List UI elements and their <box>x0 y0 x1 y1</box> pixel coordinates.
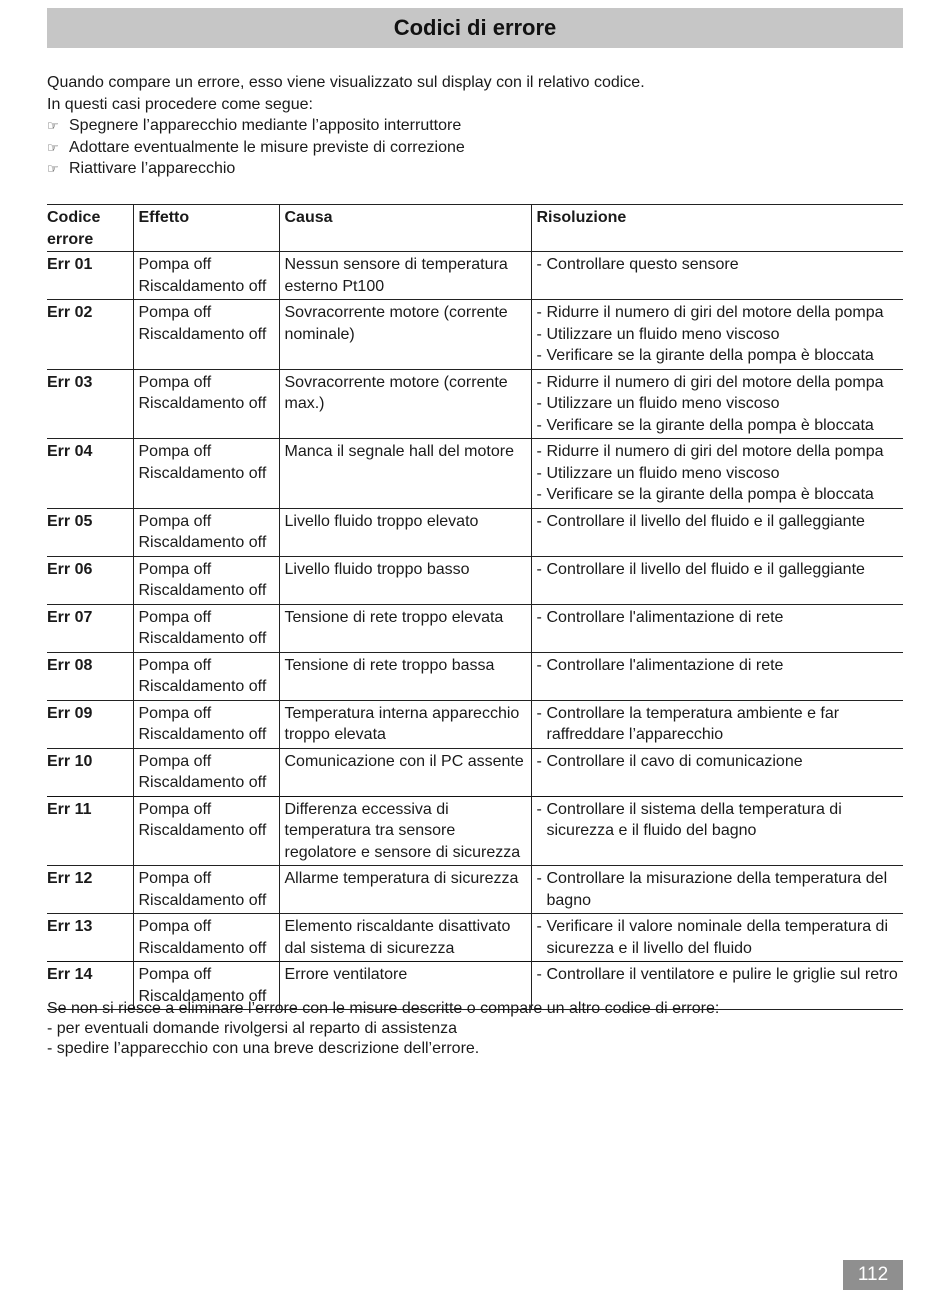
error-code: Err 10 <box>47 752 93 770</box>
resolution-text: Controllare la temperatura ambiente e far raffreddare l’apparecchio <box>546 704 840 743</box>
effect-line: Riscaldamento off <box>138 395 267 412</box>
table-row <box>47 369 903 439</box>
error-resolution <box>531 604 903 652</box>
effect-line: Riscaldamento off <box>138 678 267 695</box>
error-effect <box>133 914 279 962</box>
error-effect <box>133 748 279 796</box>
table-row <box>47 556 903 604</box>
dash-bullet: - <box>536 966 542 983</box>
error-effect <box>133 796 279 866</box>
error-code: Err 08 <box>47 656 93 674</box>
resolution-item <box>537 751 900 773</box>
footer-line-2: - per eventuali domande rivolgersi al reparto di assistenza <box>47 1020 457 1037</box>
intro-line-2: In questi casi procedere come segue: <box>47 95 313 113</box>
resolution-text: Utilizzare un fluido meno viscoso <box>546 464 780 482</box>
effect-line: Riscaldamento off <box>138 822 267 839</box>
effect-line: Riscaldamento off <box>138 939 267 957</box>
resolution-text: Verificare se la girante della pompa è bloccata <box>546 416 874 434</box>
effect-line: Pompa off <box>138 656 212 674</box>
resolution-item <box>537 415 900 437</box>
table-header-row <box>47 205 903 252</box>
effect-line: Riscaldamento off <box>138 582 267 599</box>
resolution-text: Utilizzare un fluido meno viscoso <box>546 395 780 412</box>
header-cause: Causa <box>279 205 531 252</box>
error-cause: Livello fluido troppo basso <box>279 556 531 604</box>
error-resolution <box>531 652 903 700</box>
error-resolution <box>531 439 903 509</box>
effect-line: Riscaldamento off <box>138 774 267 791</box>
error-effect <box>133 556 279 604</box>
dash-bullet: - <box>536 512 542 530</box>
dash-bullet: - <box>536 325 542 343</box>
effect-line: Pompa off <box>138 256 212 273</box>
error-cause: Sovracorrente motore (corrente max.) <box>279 369 531 439</box>
resolution-text: Controllare il livello del fluido e il galleggiante <box>546 560 865 578</box>
error-effect <box>133 369 279 439</box>
effect-line: Pompa off <box>138 704 212 722</box>
resolution-item <box>537 302 900 324</box>
error-cause: Manca il segnale hall del motore <box>279 439 531 509</box>
error-resolution <box>531 700 903 748</box>
resolution-item <box>537 916 900 959</box>
resolution-item <box>537 868 900 911</box>
error-effect <box>133 604 279 652</box>
header-resolution: Risoluzione <box>531 205 903 252</box>
step-item <box>47 158 903 180</box>
error-cause: Temperatura interna apparecchio troppo elevata <box>279 700 531 748</box>
error-cause: Allarme temperatura di sicurezza <box>279 866 531 914</box>
resolution-item <box>537 484 900 506</box>
error-effect <box>133 508 279 556</box>
dash-bullet: - <box>536 608 542 626</box>
effect-line: Pompa off <box>138 800 212 818</box>
resolution-text: Ridurre il numero di giri del motore della pompa <box>546 443 884 460</box>
resolution-item <box>537 345 900 367</box>
dash-bullet: - <box>536 464 542 482</box>
error-code: Err 11 <box>47 800 92 818</box>
intro-line-1: Quando compare un errore, esso viene visualizzato sul display con il relativo codice. <box>47 74 645 91</box>
error-cause: Tensione di rete troppo elevata <box>279 604 531 652</box>
resolution-item <box>537 254 900 276</box>
error-cause: Tensione di rete troppo bassa <box>279 652 531 700</box>
resolution-text: Ridurre il numero di giri del motore della pompa <box>546 304 884 321</box>
error-effect <box>133 866 279 914</box>
resolution-item <box>537 463 900 485</box>
resolution-text: Verificare se la girante della pompa è bloccata <box>546 347 874 364</box>
error-code: Err 07 <box>47 608 93 626</box>
error-resolution <box>531 556 903 604</box>
error-resolution <box>531 914 903 962</box>
dash-bullet: - <box>536 486 542 503</box>
resolution-item <box>537 964 900 986</box>
title-bar <box>47 8 903 48</box>
effect-line: Riscaldamento off <box>138 277 267 295</box>
pointing-hand-icon: ☞ <box>47 118 59 133</box>
error-code: Err 02 <box>47 304 93 321</box>
resolution-item <box>537 324 900 346</box>
effect-line: Riscaldamento off <box>138 325 267 343</box>
resolution-item <box>537 607 900 629</box>
table-row <box>47 300 903 370</box>
table-row <box>47 866 903 914</box>
dash-bullet: - <box>536 870 542 887</box>
error-code: Err 03 <box>47 373 93 391</box>
pointing-hand-icon: ☞ <box>47 139 59 155</box>
error-cause: Differenza eccessiva di temperatura tra sensore regolatore e sensore di sicurezza <box>279 796 531 866</box>
error-effect <box>133 652 279 700</box>
resolution-text: Controllare il ventilatore e pulire le griglie sul retro <box>546 966 898 983</box>
dash-bullet: - <box>536 656 542 674</box>
effect-line: Pompa off <box>138 608 212 626</box>
effect-line: Pompa off <box>138 373 212 391</box>
resolution-text: Verificare il valore nominale della temperatura di sicurezza e il livello del fluido <box>546 918 889 957</box>
error-code: Err 01 <box>47 256 93 273</box>
dash-bullet: - <box>536 443 542 460</box>
dash-bullet: - <box>536 918 542 935</box>
effect-line: Riscaldamento off <box>138 630 267 647</box>
error-resolution <box>531 796 903 866</box>
effect-line: Pompa off <box>138 752 212 770</box>
table-row <box>47 796 903 866</box>
dash-bullet: - <box>536 256 542 273</box>
table-row <box>47 700 903 748</box>
resolution-text: Utilizzare un fluido meno viscoso <box>546 325 780 343</box>
error-codes-table <box>47 204 903 1010</box>
dash-bullet: - <box>536 395 542 412</box>
effect-line: Pompa off <box>138 560 212 578</box>
resolution-item <box>537 511 900 533</box>
error-code: Err 05 <box>47 512 93 530</box>
steps-list <box>47 115 903 180</box>
table-row <box>47 439 903 509</box>
table-row <box>47 252 903 300</box>
table-row <box>47 604 903 652</box>
dash-bullet: - <box>536 373 542 391</box>
error-resolution <box>531 252 903 300</box>
effect-line: Pompa off <box>138 304 212 321</box>
resolution-text: Controllare questo sensore <box>546 256 739 273</box>
error-cause: Sovracorrente motore (corrente nominale) <box>279 300 531 370</box>
step-text: Spegnere l’apparecchio mediante l’apposito interruttore <box>69 117 462 134</box>
effect-line: Riscaldamento off <box>138 891 267 909</box>
resolution-item <box>537 799 900 842</box>
error-code: Err 04 <box>47 443 93 460</box>
error-code: Err 06 <box>47 560 93 578</box>
resolution-text: Controllare il cavo di comunicazione <box>546 752 803 770</box>
error-effect <box>133 300 279 370</box>
step-text: Adottare eventualmente le misure previste di correzione <box>69 138 465 156</box>
dash-bullet: - <box>536 560 542 578</box>
footer-line-1: Se non si riesce a eliminare l’errore con le misure descritte o compare un altro codice di errore: <box>47 1000 720 1017</box>
resolution-text: Controllare l'alimentazione di rete <box>546 656 784 674</box>
resolution-item <box>537 655 900 677</box>
dash-bullet: - <box>536 347 542 364</box>
dash-bullet: - <box>536 752 542 770</box>
effect-line: Riscaldamento off <box>138 464 267 482</box>
resolution-text: Ridurre il numero di giri del motore della pompa <box>546 373 884 391</box>
error-cause: Nessun sensore di temperatura esterno Pt100 <box>279 252 531 300</box>
resolution-text: Controllare l'alimentazione di rete <box>546 608 784 626</box>
page-number: 112 <box>843 1260 903 1290</box>
resolution-text: Verificare se la girante della pompa è bloccata <box>546 486 874 503</box>
error-code: Err 13 <box>47 918 93 935</box>
resolution-item <box>537 441 900 463</box>
error-code: Err 12 <box>47 870 93 887</box>
effect-line: Riscaldamento off <box>138 534 267 551</box>
resolution-text: Controllare il sistema della temperatura di sicurezza e il fluido del bagno <box>546 800 842 839</box>
effect-line: Riscaldamento off <box>138 987 267 1005</box>
table-row <box>47 914 903 962</box>
error-resolution <box>531 300 903 370</box>
error-cause: Comunicazione con il PC assente <box>279 748 531 796</box>
error-resolution <box>531 748 903 796</box>
resolution-item <box>537 703 900 746</box>
error-effect <box>133 252 279 300</box>
error-resolution <box>531 866 903 914</box>
dash-bullet: - <box>536 304 542 321</box>
error-code: Err 09 <box>47 704 93 722</box>
step-text: Riattivare l’apparecchio <box>69 160 236 177</box>
step-item <box>47 137 903 159</box>
dash-bullet: - <box>536 416 542 434</box>
table-row <box>47 652 903 700</box>
resolution-item <box>537 559 900 581</box>
effect-line: Riscaldamento off <box>138 726 267 743</box>
resolution-text: Controllare il livello del fluido e il galleggiante <box>546 512 865 530</box>
resolution-item <box>537 372 900 394</box>
footer-note <box>47 999 903 1059</box>
intro-section <box>47 72 903 180</box>
resolution-item <box>537 393 900 415</box>
error-code: Err 14 <box>47 966 93 983</box>
pointing-hand-icon: ☞ <box>47 161 59 176</box>
dash-bullet: - <box>536 704 542 722</box>
error-effect <box>133 700 279 748</box>
error-resolution <box>531 508 903 556</box>
error-effect <box>133 439 279 509</box>
error-cause: Elemento riscaldante disattivato dal sistema di sicurezza <box>279 914 531 962</box>
error-cause: Errore ventilatore <box>279 962 531 1010</box>
error-cause: Livello fluido troppo elevato <box>279 508 531 556</box>
effect-line: Pompa off <box>138 512 212 530</box>
header-effect: Effetto <box>133 205 279 252</box>
table-body <box>47 252 903 1010</box>
effect-line: Pompa off <box>138 966 212 983</box>
dash-bullet: - <box>536 800 542 818</box>
footer-line-3: - spedire l’apparecchio con una breve descrizione dell’errore. <box>47 1040 480 1057</box>
table-row <box>47 508 903 556</box>
step-item <box>47 115 903 137</box>
effect-line: Pompa off <box>138 443 212 460</box>
page-title: Codici di errore <box>393 15 557 40</box>
resolution-text: Controllare la misurazione della temperatura del bagno <box>546 870 888 909</box>
error-resolution <box>531 369 903 439</box>
effect-line: Pompa off <box>138 870 212 887</box>
header-code: Codice errore <box>47 209 101 248</box>
effect-line: Pompa off <box>138 918 212 935</box>
table-row <box>47 748 903 796</box>
